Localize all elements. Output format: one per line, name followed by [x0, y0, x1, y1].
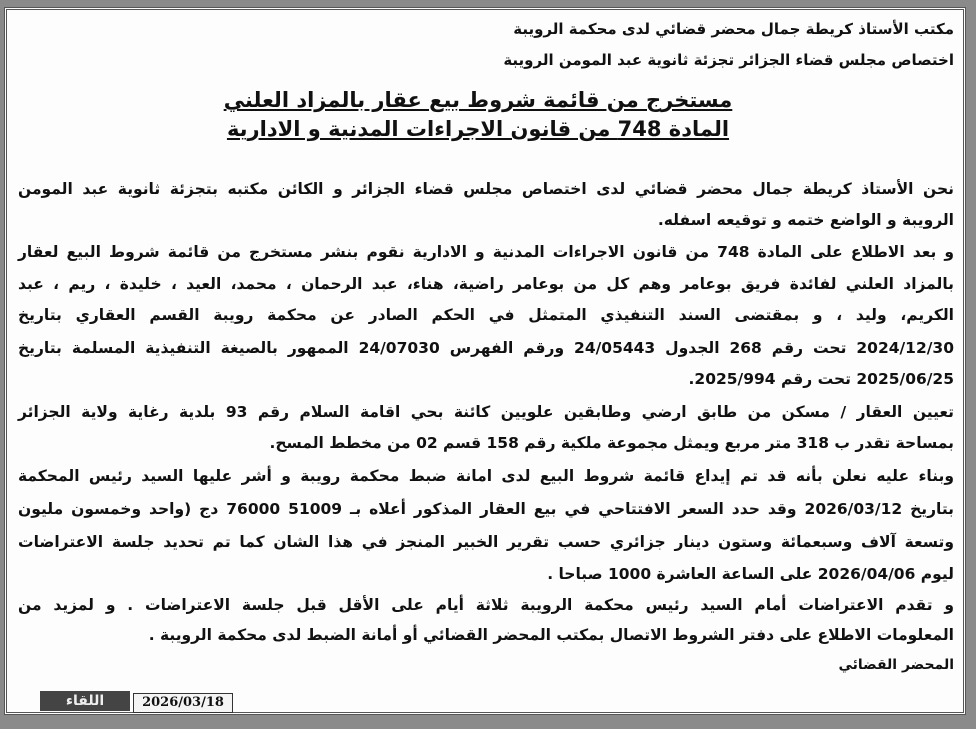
signature-bailiff: المحضر القضائي: [838, 657, 954, 673]
notice-title: مستخرج من قائمة شروط بيع عقار بالمزاد العلني: [223, 88, 733, 112]
body-line: نحن الأستاذ كريطة جمال محضر قضائي لدى اختصاص مجلس قضاء الجزائر و الكائن مكتبه بتجزئة ثانوية عبد المومن: [18, 180, 954, 198]
body-line: 2025/06/25 تحت رقم 2025/994.: [688, 370, 954, 388]
body-line: الكريم، وليد ، و بمقتضى السند التنفيذي المتمثل في الحكم الصادر عن محكمة رويبة القسم العقاري بتاريخ: [18, 306, 954, 324]
body-line: وبناء عليه نعلن بأنه قد تم إيداع قائمة شروط البيع لدى امانة ضبط محكمة رويبة و أشر عليها السيد رئيس المحكمة: [18, 467, 954, 485]
body-line: بمساحة تقدر ب 318 متر مربع ويمثل مجموعة ملكية رقم 158 قسم 02 من مخطط المسح.: [269, 434, 954, 452]
header-office: مكتب الأستاذ كريطة جمال محضر قضائي لدى محكمة الرويبة: [513, 20, 954, 38]
body-line: و تقدم الاعتراضات أمام السيد رئيس محكمة الرويبة ثلاثة أيام على الأقل قبل جلسة الاعتراضات . و لمزيد من: [18, 596, 954, 614]
body-line: بالمزاد العلني لفائدة فريق بوعامر وهم كل من بوعامر راضية، هناء، عبد الرحمان ، محمد، العيد ، خليدة ، ريم ، عبد: [18, 275, 954, 293]
body-line: بتاريخ 2026/03/12 وقد حدد السعر الافتتاحي في بيع العقار المذكور أعلاه بـ 51009 76000 دج (واحد وخمسون مليون: [18, 500, 954, 518]
publication-date: 2026/03/18: [133, 693, 233, 713]
body-line: تعيين العقار / مسكن من طابق ارضي وطابقين علويين كائنة بحي اقامة السلام رقم 93 بلدية رغاية ولاية الجزائر: [18, 403, 954, 421]
body-line: 2024/12/30 تحت رقم 268 الجدول 24/05443 ورقم الفهرس 24/07030 الممهور بالصيغة التنفيذية المسلمة بتاريخ: [18, 339, 954, 357]
body-line: الرويبة و الواضع ختمه و توقيعه اسفله.: [657, 211, 954, 229]
header-jurisdiction: اختصاص مجلس قضاء الجزائر تجزئة ثانوية عبد المومن الرويبة: [503, 51, 954, 69]
body-line: و بعد الاطلاع على المادة 748 من قانون الاجراءات المدنية و الادارية نقوم بنشر مستخرج من قائمة شروط البيع لعقار: [18, 243, 955, 261]
body-line: ليوم 2026/04/06 على الساعة العاشرة 1000 صباحا .: [547, 565, 954, 583]
body-line: وتسعة آلاف وسبعمائة وستون دينار جزائري حسب تقرير الخبير المنجز في هذا الشان كما تم تحديد جلسة الاعتراضات: [18, 533, 954, 551]
newspaper-name: اللقاء: [40, 691, 130, 711]
body-line: المعلومات الاطلاع على دفتر الشروط الاتصال بمكتب المحضر القضائي أو أمانة الضبط لدى محكمة الرويبة .: [148, 626, 954, 644]
notice-subtitle: المادة 748 من قانون الاجراءات المدنية و الادارية: [226, 117, 730, 141]
